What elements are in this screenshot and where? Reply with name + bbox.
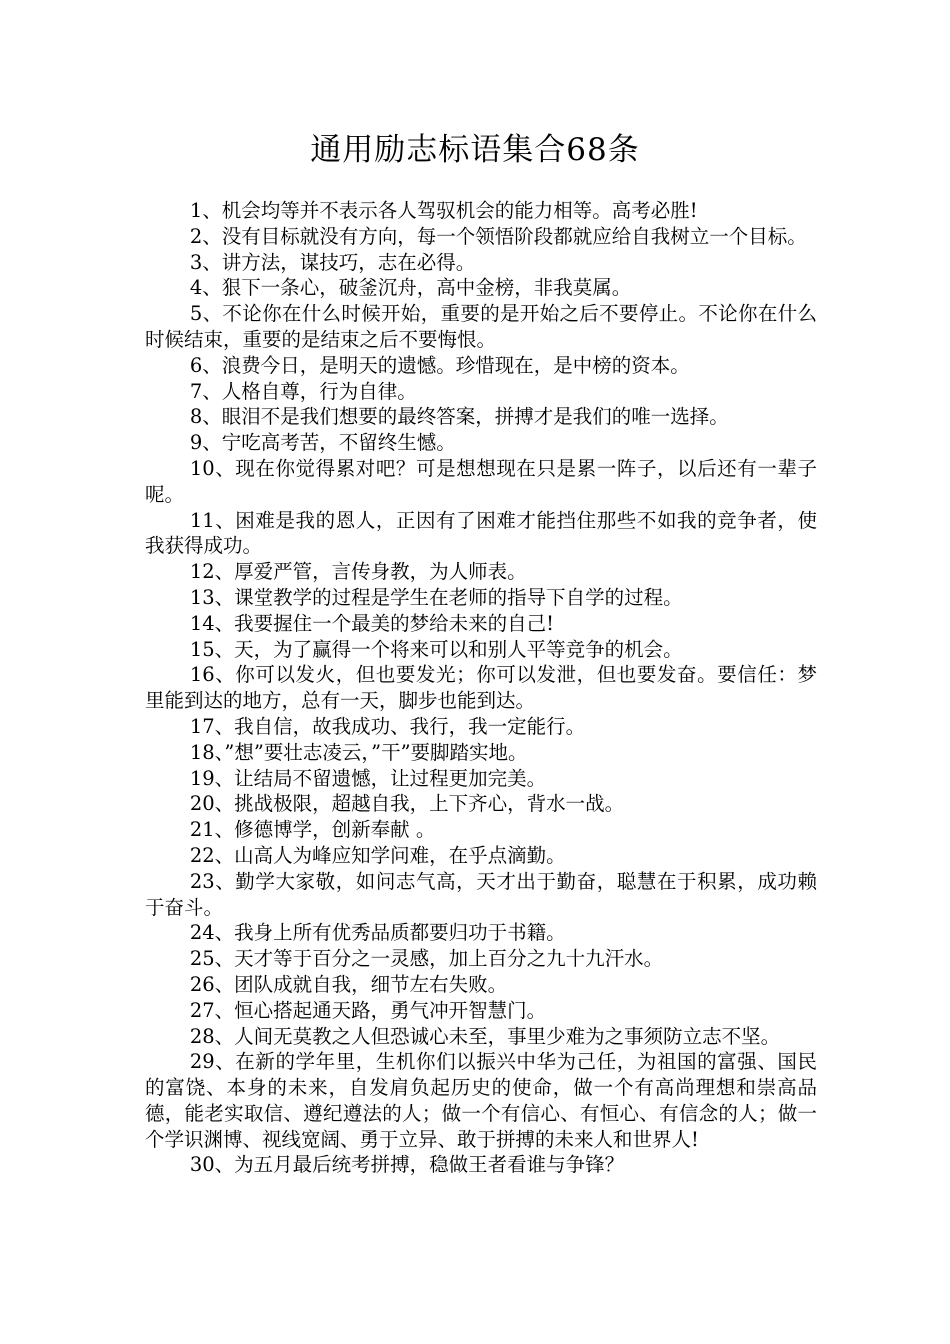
list-item: 22、山高人为峰应知学问难，在乎点滴勤。 (189, 843, 566, 867)
list-item: 9、宁吃高考苦，不留终生憾。 (189, 431, 456, 455)
list-item: 20、挑战极限，超越自我，上下齐心，背水一战。 (189, 792, 625, 816)
list-item: 12、厚爱严管，言传身教，为人师表。 (189, 560, 527, 584)
page-title: 通用励志标语集合68条 (310, 132, 640, 168)
list-item: 11、困难是我的恩人，正因有了困难才能挡住那些不如我的竞争者，使我获得成功。 (145, 508, 817, 558)
list-item: 17、我自信，故我成功、我行，我一定能行。 (189, 714, 586, 738)
list-item: 4、狠下一条心，破釜沉舟，高中金榜，非我莫属。 (189, 276, 632, 300)
list-item: 21、修德博学，创新奉献 。 (189, 818, 436, 842)
list-item: 10、现在你觉得累对吧？可是想想现在只是累一阵子，以后还有一辈子呢。 (145, 456, 817, 506)
list-item: 14、我要握住一个最美的梦给未来的自己! (189, 611, 554, 635)
list-item: 18、”想”要壮志凌云，”干”要脚踏实地。 (189, 740, 528, 764)
list-item: 30、为五月最后统考拼搏，稳做王者看谁与争锋？ (189, 1153, 625, 1177)
list-item: 5、不论你在什么时候开始，重要的是开始之后不要停止。不论你在什么时候结束，重要的是结束之后不要悔恨。 (145, 302, 817, 351)
list-item: 28、人间无莫教之人但恐诚心未至，事里少难为之事须防立志不坚。 (189, 1024, 781, 1048)
list-item: 2、没有目标就没有方向，每一个领悟阶段都就应给自我树立一个目标。 (189, 224, 807, 248)
list-item: 19、让结局不留遗憾，让过程更加完美。 (189, 766, 547, 790)
list-item: 23、勤学大家敬，如问志气高，天才出于勤奋，聪慧在于积累，成功赖于奋斗。 (145, 869, 817, 919)
list-item: 26、团队成就自我，细节左右失败。 (189, 972, 508, 996)
list-item: 3、讲方法，谋技巧，志在必得。 (189, 250, 476, 274)
list-item: 7、人格自尊，行为自律。 (189, 379, 417, 403)
list-item: 6、浪费今日，是明天的遗憾。珍惜现在，是中榜的资本。 (189, 353, 690, 377)
list-item: 24、我身上所有优秀品质都要归功于书籍。 (189, 921, 566, 945)
list-item: 1、机会均等并不表示各人驾驭机会的能力相等。高考必胜! (189, 199, 698, 222)
list-item: 13、课堂教学的过程是学生在老师的指导下自学的过程。 (189, 585, 683, 609)
list-item: 25、天才等于百分之一灵感，加上百分之九十九汗水。 (189, 947, 664, 971)
list-item: 27、恒心搭起通天路，勇气冲开智慧门。 (189, 998, 547, 1022)
list-item: 8、眼泪不是我们想要的最终答案，拼搏才是我们的唯一选择。 (189, 405, 729, 429)
slogan-list (145, 198, 817, 1178)
list-item: 16、你可以发火，但也要发光；你可以发泄，但也要发奋。要信任：梦里能到达的地方，总有一天，脚步也能到达。 (145, 663, 817, 713)
list-item: 29、在新的学年里，生机你们以振兴中华为己任，为祖国的富强、国民的富饶、本身的未来，自发肩负起历史的使命，做一个有高尚理想和崇高品德，能老实取信、遵纪遵法的人；做一个有信心、有恒心、有信念的人；做一个学识渊博、视线宽阔、勇于立异、敢于拼搏的未来人和世界人! (145, 1050, 817, 1151)
list-item: 15、天，为了赢得一个将来可以和别人平等竞争的机会。 (189, 637, 683, 661)
